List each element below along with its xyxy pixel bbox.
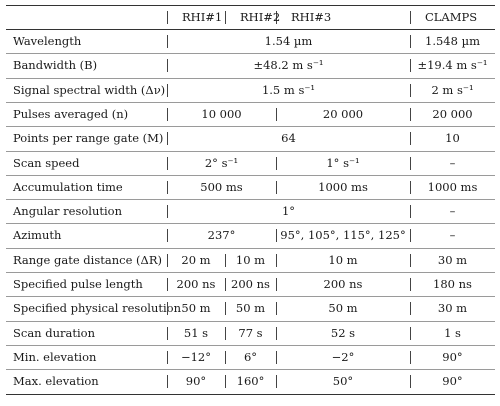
row-label: Angular resolution: [13, 204, 123, 219]
table-cell: 1.5 m s⁻¹: [261, 82, 316, 97]
table-cell: 160°: [236, 374, 265, 389]
row-label: Specified pulse length: [13, 277, 143, 291]
table-cell: 95°, 105°, 115°, 125°: [280, 228, 406, 243]
column-header: CLAMPS: [425, 10, 478, 24]
row-label: Scan speed: [13, 155, 80, 170]
table-cell: 30 m: [437, 301, 468, 316]
table-cell: 1.54 µm: [264, 34, 313, 48]
table-cell: 90°: [185, 374, 207, 389]
table-cell: 2° s⁻¹: [204, 155, 239, 170]
table-cell: 90°: [442, 374, 463, 389]
table-cell: 50 m: [235, 301, 266, 316]
table-cell: 1 s: [444, 325, 461, 340]
table-cell: ±19.4 m s⁻¹: [417, 58, 488, 73]
row-label: Accumulation time: [13, 179, 123, 194]
table-cell: 52 s: [330, 325, 356, 340]
table-cell: 20 000: [432, 106, 473, 121]
table-cell: 1°: [281, 204, 296, 219]
row-label: Points per range gate (M): [13, 131, 164, 146]
table-cell: 200 ns: [323, 277, 363, 291]
table-cell: 1° s⁻¹: [326, 155, 360, 170]
column-header: RHI#1: [182, 10, 223, 24]
table-cell: 6°: [243, 349, 258, 364]
table-cell: 1.548 µm: [425, 34, 480, 48]
table-cell: –: [449, 155, 456, 170]
table-cell: 30 m: [437, 252, 468, 267]
table-cell: –: [449, 228, 456, 243]
table-cell: 50 m: [181, 301, 211, 316]
table-cell: 50°: [332, 374, 354, 389]
row-label: Range gate distance (ΔR): [13, 252, 162, 267]
column-separator: [167, 11, 168, 24]
table-cell: 20 000: [322, 106, 364, 121]
table-cell: 10 000: [201, 106, 242, 121]
table-cell: ±48.2 m s⁻¹: [253, 58, 324, 73]
table-cell: 1000 ms: [318, 179, 368, 194]
table-rule: [6, 394, 495, 395]
table-cell: 51 s: [183, 325, 209, 340]
row-label: Bandwidth (B): [13, 58, 98, 73]
row-label: Max. elevation: [13, 374, 99, 389]
table-cell: 10 m: [235, 252, 266, 267]
table-cell: 64: [281, 131, 296, 146]
table-cell: 10 m: [328, 252, 358, 267]
table-cell: 10: [445, 131, 460, 146]
row-label: Scan duration: [13, 325, 95, 340]
table-cell: 20 m: [181, 252, 211, 267]
table-cell: 237°: [207, 228, 236, 243]
column-separator: [225, 11, 226, 24]
table-cell: 200 ns: [176, 277, 216, 291]
table-cell: 500 ms: [200, 179, 243, 194]
table-cell: 77 s: [238, 325, 263, 340]
table-cell: 50 m: [328, 301, 358, 316]
table-cell: –: [449, 204, 456, 219]
column-separator: [410, 11, 411, 24]
row-label: Wavelength: [13, 34, 82, 48]
column-header: RHI#3: [291, 10, 332, 24]
table-cell: −12°: [180, 349, 212, 364]
table-cell: −2°: [331, 349, 355, 364]
row-label: Specified physical resolution: [13, 301, 181, 316]
table-cell: 200 ns: [231, 277, 270, 291]
column-header: RHI#2: [240, 10, 281, 24]
row-label: Min. elevation: [13, 349, 97, 364]
table-cell: 90°: [442, 349, 463, 364]
row-label: Azimuth: [13, 228, 62, 243]
table-cell: 2 m s⁻¹: [431, 82, 474, 97]
table-cell: 1000 ms: [427, 179, 478, 194]
row-label: Signal spectral width (Δν): [13, 82, 166, 97]
table-cell: 180 ns: [433, 277, 472, 291]
row-label: Pulses averaged (n): [13, 106, 129, 121]
